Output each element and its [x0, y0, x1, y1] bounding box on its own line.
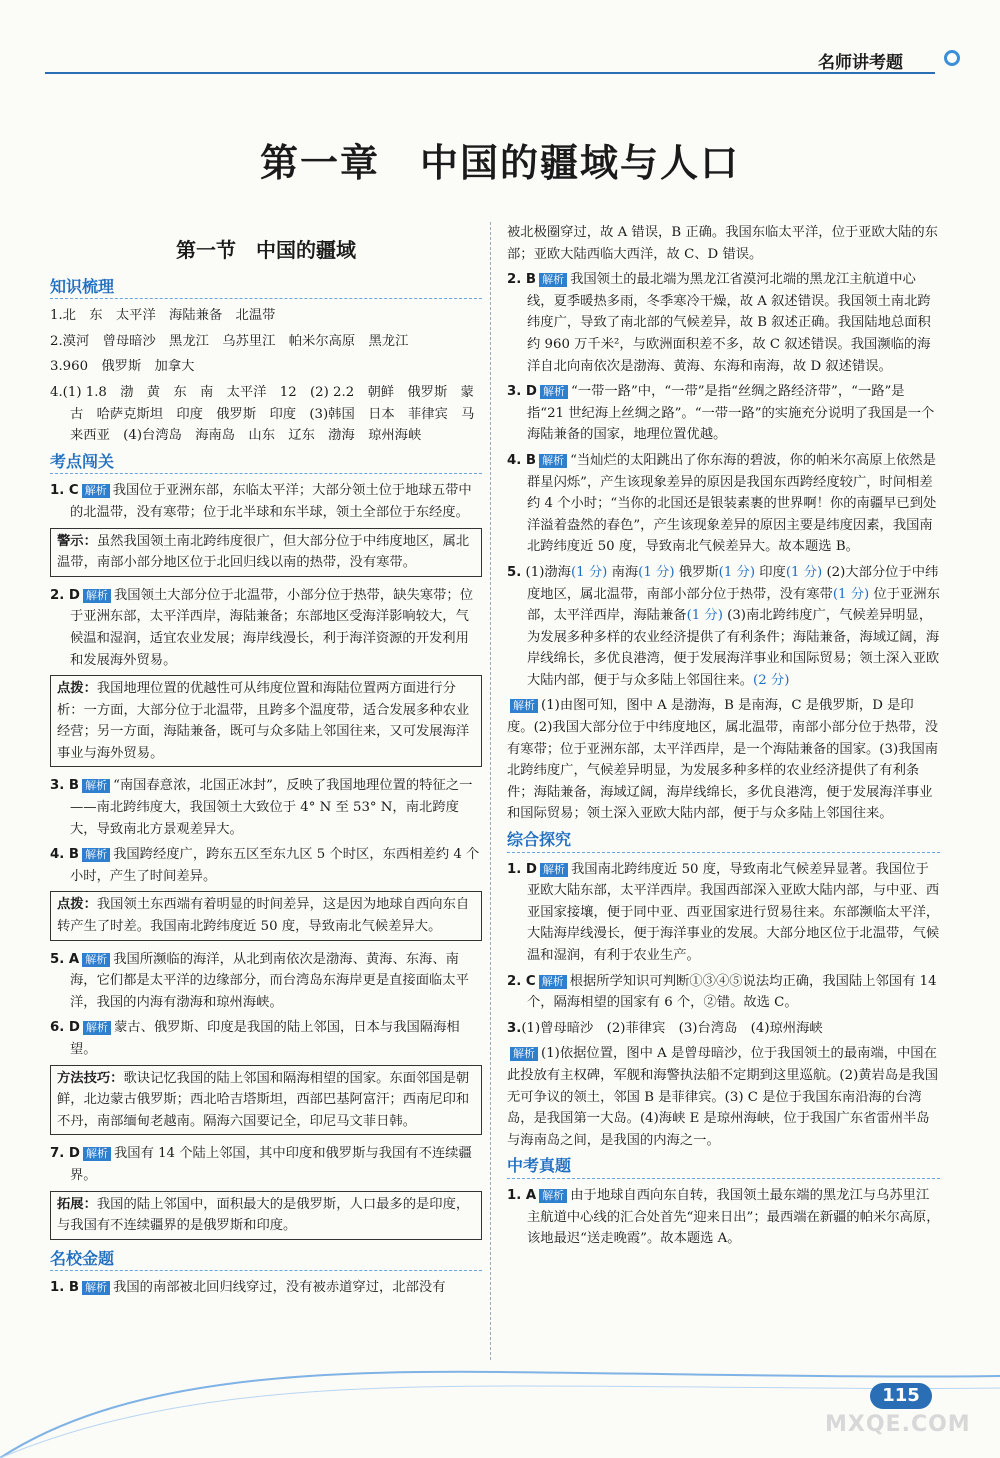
- answer-part: 印度: [759, 564, 786, 580]
- answer-item: [50, 480, 482, 523]
- analysis-tag: 解析: [539, 273, 567, 287]
- analysis-tag: 解析: [540, 863, 568, 877]
- answer-text: “当灿烂的太阳跳出了你东海的碧波，你的帕米尔高原上依然是群星闪烁”，产生该现象差异的原因是我国东西跨经度较广，时间相差约 4 个小时；“当你的北国还是银装素裹的世界啊！你的南疆早已到处洋溢着盎然的春色”，产生该现象差异的原因主要是纬度因素，我国南北跨纬度近 50 度，导致南北气候差异大。故本题选 B。: [527, 452, 937, 555]
- note-box: [50, 891, 482, 940]
- analysis-tag: 解析: [82, 779, 110, 793]
- answer-number: 3.: [507, 1020, 522, 1036]
- analysis-tag: 解析: [510, 1047, 538, 1061]
- header-title: 名师讲考题: [818, 53, 903, 73]
- note-label: 警示：: [57, 533, 97, 549]
- answer-text: 蒙古、俄罗斯、印度是我国的陆上邻国，日本与我国隔海相望。: [70, 1020, 460, 1057]
- answer-number: 1. A: [507, 1187, 537, 1203]
- knowledge-line-2: 2.漠河 曾母暗沙 黑龙江 乌苏里江 帕米尔高原 黑龙江: [50, 333, 409, 349]
- answer-item: [50, 775, 482, 840]
- analysis-tag: 解析: [510, 699, 538, 713]
- answer-number: 4. B: [507, 452, 537, 468]
- analysis-tag: 解析: [82, 953, 110, 967]
- answer-number: 5.: [507, 564, 522, 580]
- heading-zhongkao: 中考真题: [507, 1155, 940, 1179]
- note-box: [50, 1191, 482, 1240]
- answer-number: 7. D: [50, 1146, 80, 1162]
- note-label: 拓展：: [57, 1196, 97, 1212]
- analysis-block: [507, 695, 940, 825]
- answer-continuation: 被北极圈穿过，故 A 错误，B 正确。我国东临太平洋，位于亚欧大陆的东部；亚欧大陆西临大西洋，故 C、D 错误。: [507, 225, 938, 262]
- heading-kaodian: 考点闯关: [50, 451, 482, 475]
- answer-item: [50, 1017, 482, 1060]
- analysis-tag: 解析: [83, 1147, 111, 1161]
- answer-part: (1)渤海: [525, 564, 571, 580]
- answer-item: [50, 585, 482, 671]
- answer-text: 我国位于亚洲东部，东临太平洋；大部分领土位于地球五带中的北温带，没有寒带；位于北半球和东半球，领土全部位于东经度。: [70, 483, 472, 520]
- note-box: [50, 528, 482, 577]
- answer-text: 我国所濒临的海洋，从北到南依次是渤海、黄海、东海、南海，它们都是太平洋的边缘部分，而台湾岛东海岸更是直接面临太平洋，我国的内海有渤海和琼州海峡。: [70, 951, 469, 1010]
- section-title: 第一节 中国的疆域: [176, 238, 356, 262]
- note-box: [50, 675, 482, 767]
- watermark: MXQE.COM: [825, 1412, 971, 1437]
- answer-item: [50, 949, 482, 1014]
- answer-item: [50, 844, 482, 887]
- note-label: 方法技巧：: [57, 1070, 124, 1086]
- answer-number: 1. C: [50, 483, 79, 499]
- note-text: 我国的陆上邻国中，面积最大的是俄罗斯，人口最多的是印度，与我国有不连续疆界的是俄罗斯和印度。: [57, 1196, 470, 1234]
- answer-number: 5. A: [50, 951, 80, 967]
- answer-text: 我国领土大部分位于北温带，小部分位于热带，缺失寒带；位于亚洲东部，太平洋西岸，海陆兼备；东部地区受海洋影响较大，气候温和湿润，适宜农业发展；海岸线漫长，利于海洋资源的开发利用和发展海外贸易。: [70, 587, 473, 668]
- answer-number: 4. B: [50, 847, 80, 863]
- answer-number: 2. C: [507, 973, 536, 989]
- analysis-block: [507, 1043, 940, 1151]
- answer-number: 6. D: [50, 1020, 80, 1036]
- answer-item: [507, 269, 940, 377]
- answer-number: 1. B: [50, 1280, 80, 1296]
- column-divider: [490, 222, 491, 1360]
- score-label: (1 分): [832, 586, 870, 602]
- score-label: (1 分): [718, 564, 756, 580]
- note-text: 我国领土东西端有着明显的时间差异，这是因为地球自西向东自转产生了时差。我国南北跨纬度近 50 度，导致南北气候差异大。: [57, 897, 470, 935]
- answer-part: 位于亚洲东部，太平洋西岸，海陆兼备: [527, 586, 940, 624]
- answer-item: [507, 381, 940, 446]
- answer-item: [50, 1277, 482, 1299]
- analysis-tag: 解析: [83, 1021, 111, 1035]
- note-text: 歌诀记忆我国的陆上邻国和隔海相望的国家。东面邻国是朝鲜，北边蒙古俄罗斯；西北哈吉塔斯坦，西部巴基阿富汗；西南尼印和不丹，南部缅甸老越南。隔海六国要记全，印尼马文菲日韩。: [57, 1070, 470, 1129]
- analysis-tag: 解析: [82, 1281, 110, 1295]
- analysis-tag: 解析: [539, 454, 567, 468]
- answer-number: 3. B: [50, 778, 80, 794]
- analysis-tag: 解析: [539, 1189, 567, 1203]
- answer-text: 我国领土的最北端为黑龙江省漠河北端的黑龙江主航道中心线，夏季暖热多雨，冬季寒冷干燥，故 A 叙述错误。我国领土南北跨纬度广，导致了南北部的气候差异，故 B 叙述正确。我国陆地总面积约 960 万千米²，与欧洲面积差不多，故 C 叙述错误。我国濒临的海洋自北向南依次是渤海、黄海、东海和南海，故 D 叙述错误。: [527, 272, 931, 374]
- answer-item: [507, 859, 940, 967]
- answer-item: [507, 450, 940, 558]
- page-number: 115: [870, 1383, 932, 1409]
- score-label: (1 分): [638, 564, 675, 580]
- analysis-tag: 解析: [83, 589, 111, 603]
- knowledge-line-1: 1.北 东 太平洋 海陆兼备 北温带: [50, 308, 276, 324]
- heading-zonghe: 综合探究: [507, 829, 940, 853]
- answer-text: 我国跨经度广，跨东五区至东九区 5 个时区，东西相差约 4 个小时，产生了时间差异。: [70, 847, 480, 884]
- score-label: (2 分): [753, 672, 790, 688]
- note-text: 我国地理位置的优越性可从纬度位置和海陆位置两方面进行分析：一方面，大部分位于北温带，且跨多个温度带，适合发展多种农业经营；另一方面，海陆兼备，既可与众多陆上邻国往来，又可发展海洋事业与海外贸易。: [57, 681, 470, 761]
- answer-part: 南海: [611, 564, 639, 580]
- header-circle-icon: [944, 50, 960, 66]
- analysis-tag: 解析: [540, 385, 568, 399]
- note-label: 点拨：: [57, 681, 97, 697]
- answer-text: “南国春意浓，北国正冰封”，反映了我国地理位置的特征之一——南北跨纬度大，我国领土大致位于 4° N 至 53° N，南北跨度大，导致南北方景观差异大。: [70, 778, 473, 837]
- answer-item: [507, 1185, 940, 1250]
- answer-number: 3. D: [507, 384, 537, 400]
- score-label: (1 分): [686, 608, 723, 624]
- analysis-text: (1)依据位置，图中 A 是曾母暗沙，位于我国领土的最南端，中国在此投放有主权碑，军舰和海警执法船不定期到这里巡航。(2)黄岩岛是我国无可争议的领土，邻国 B 是菲律宾。(3) C 是位于我国东南沿海的台湾岛，是我国第一大岛。(4)海峡 E 是琼州海峡，位于我国广东省雷州半岛与海南岛之间，是我国的内海之一。: [507, 1046, 939, 1148]
- heading-mingxiao: 名校金题: [50, 1248, 482, 1272]
- answer-part: 俄罗斯: [678, 564, 719, 580]
- analysis-tag: 解析: [82, 484, 110, 498]
- analysis-tag: 解析: [539, 975, 567, 989]
- answer-text: 我国的南部被北回归线穿过，没有被赤道穿过，北部没有: [113, 1280, 446, 1296]
- answer-item: [507, 971, 940, 1014]
- knowledge-line-4: 4.(1) 1.8 渤 黄 东 南 太平洋 12 (2) 2.2 朝鲜 俄罗斯 蒙古 哈萨克斯坦 印度 俄罗斯 印度 (3)韩国 日本 菲律宾 马来西亚 (4)台湾岛 海南岛 山东 辽东 渤海 琼州海峡: [50, 384, 475, 444]
- answer-text: 根据所学知识可判断①③④⑤说法均正确，我国陆上邻国有 14 个，隔海相望的国家有 6 个，②错。故选 C。: [527, 973, 937, 1011]
- left-column: [50, 222, 482, 1303]
- score-label: (1 分): [785, 564, 823, 580]
- answer-number: 1. D: [507, 861, 537, 877]
- answer-text: 由于地球自西向东自转，我国领土最东端的黑龙江与乌苏里江主航道中心线的汇合处首先“迎来日出”；最西端在新疆的帕米尔高原，该地最迟“送走晚霞”。故本题选 A。: [527, 1187, 940, 1247]
- answer-part: (2)大部分位于中纬度地区，属北温带，南部小部分位于热带，没有寒带: [527, 564, 939, 602]
- answer-item-5: [507, 562, 940, 692]
- chapter-title: 第一章 中国的疆域与人口: [259, 141, 740, 185]
- answer-text: “一带一路”中，“一带”是指“丝绸之路经济带”，“一路”是指“21 世纪海上丝绸之路”。“一带一路”的实施充分说明了我国是一个海陆兼备的国家，地理位置优越。: [527, 384, 935, 443]
- note-text: 虽然我国领土南北跨纬度很广，但大部分位于中纬度地区，属北温带，南部小部分地区位于北回归线以南的热带，没有寒带。: [57, 533, 470, 571]
- answer-part: (3)南北跨纬度广，气候差异明显，为发展多种多样的农业经济提供了有利条件；海陆兼备，海域辽阔，海岸线绵长，多优良港湾，便于发展海洋事业和国际贸易；领土深入亚欧大陆内部，便于与众多陆上邻国往来。: [527, 608, 940, 688]
- right-column: [507, 222, 940, 1254]
- note-label: 点拨：: [57, 897, 97, 913]
- answer-number: 2. B: [507, 272, 537, 288]
- header-rule: [45, 72, 935, 74]
- answer-text: 我国南北跨纬度近 50 度，导致南北气候差异显著。我国位于亚欧大陆东部，太平洋西岸。我国西部深入亚欧大陆内部，与中亚、西亚国家接壤，便于同中亚、西亚国家进行贸易往来。东部濒临太平洋，大陆海岸线漫长，便于海洋事业的发展。大部分地区位于北温带，气候温和湿润，有利于农业生产。: [527, 861, 940, 963]
- knowledge-line-3: 3.960 俄罗斯 加拿大: [50, 359, 195, 375]
- score-label: (1 分): [570, 564, 608, 580]
- note-box: [50, 1065, 482, 1136]
- answer-item: [507, 1018, 940, 1040]
- answer-number: 2. D: [50, 587, 80, 603]
- analysis-tag: 解析: [82, 848, 110, 862]
- analysis-text: (1)由图可知，图中 A 是渤海，B 是南海，C 是俄罗斯，D 是印度。(2)我国大部分位于中纬度地区，属北温带，南部小部分位于热带，没有寒带；位于亚洲东部，太平洋西岸，是一个海陆兼备的国家。(3)我国南北跨纬度广，气候差异明显，为发展多种多样的农业经济提供了有利条件；海陆兼备，海域辽阔，海岸线绵长，多优良港湾，便于发展海洋事业和国际贸易；领土深入亚欧大陆内部，便于与众多陆上邻国往来。: [507, 698, 939, 822]
- answer-item: [50, 1143, 482, 1186]
- heading-knowledge: 知识梳理: [50, 276, 482, 300]
- answer-text: 我国有 14 个陆上邻国，其中印度和俄罗斯与我国有不连续疆界。: [70, 1146, 472, 1183]
- answer-text: (1)曾母暗沙 (2)菲律宾 (3)台湾岛 (4)琼州海峡: [521, 1020, 823, 1036]
